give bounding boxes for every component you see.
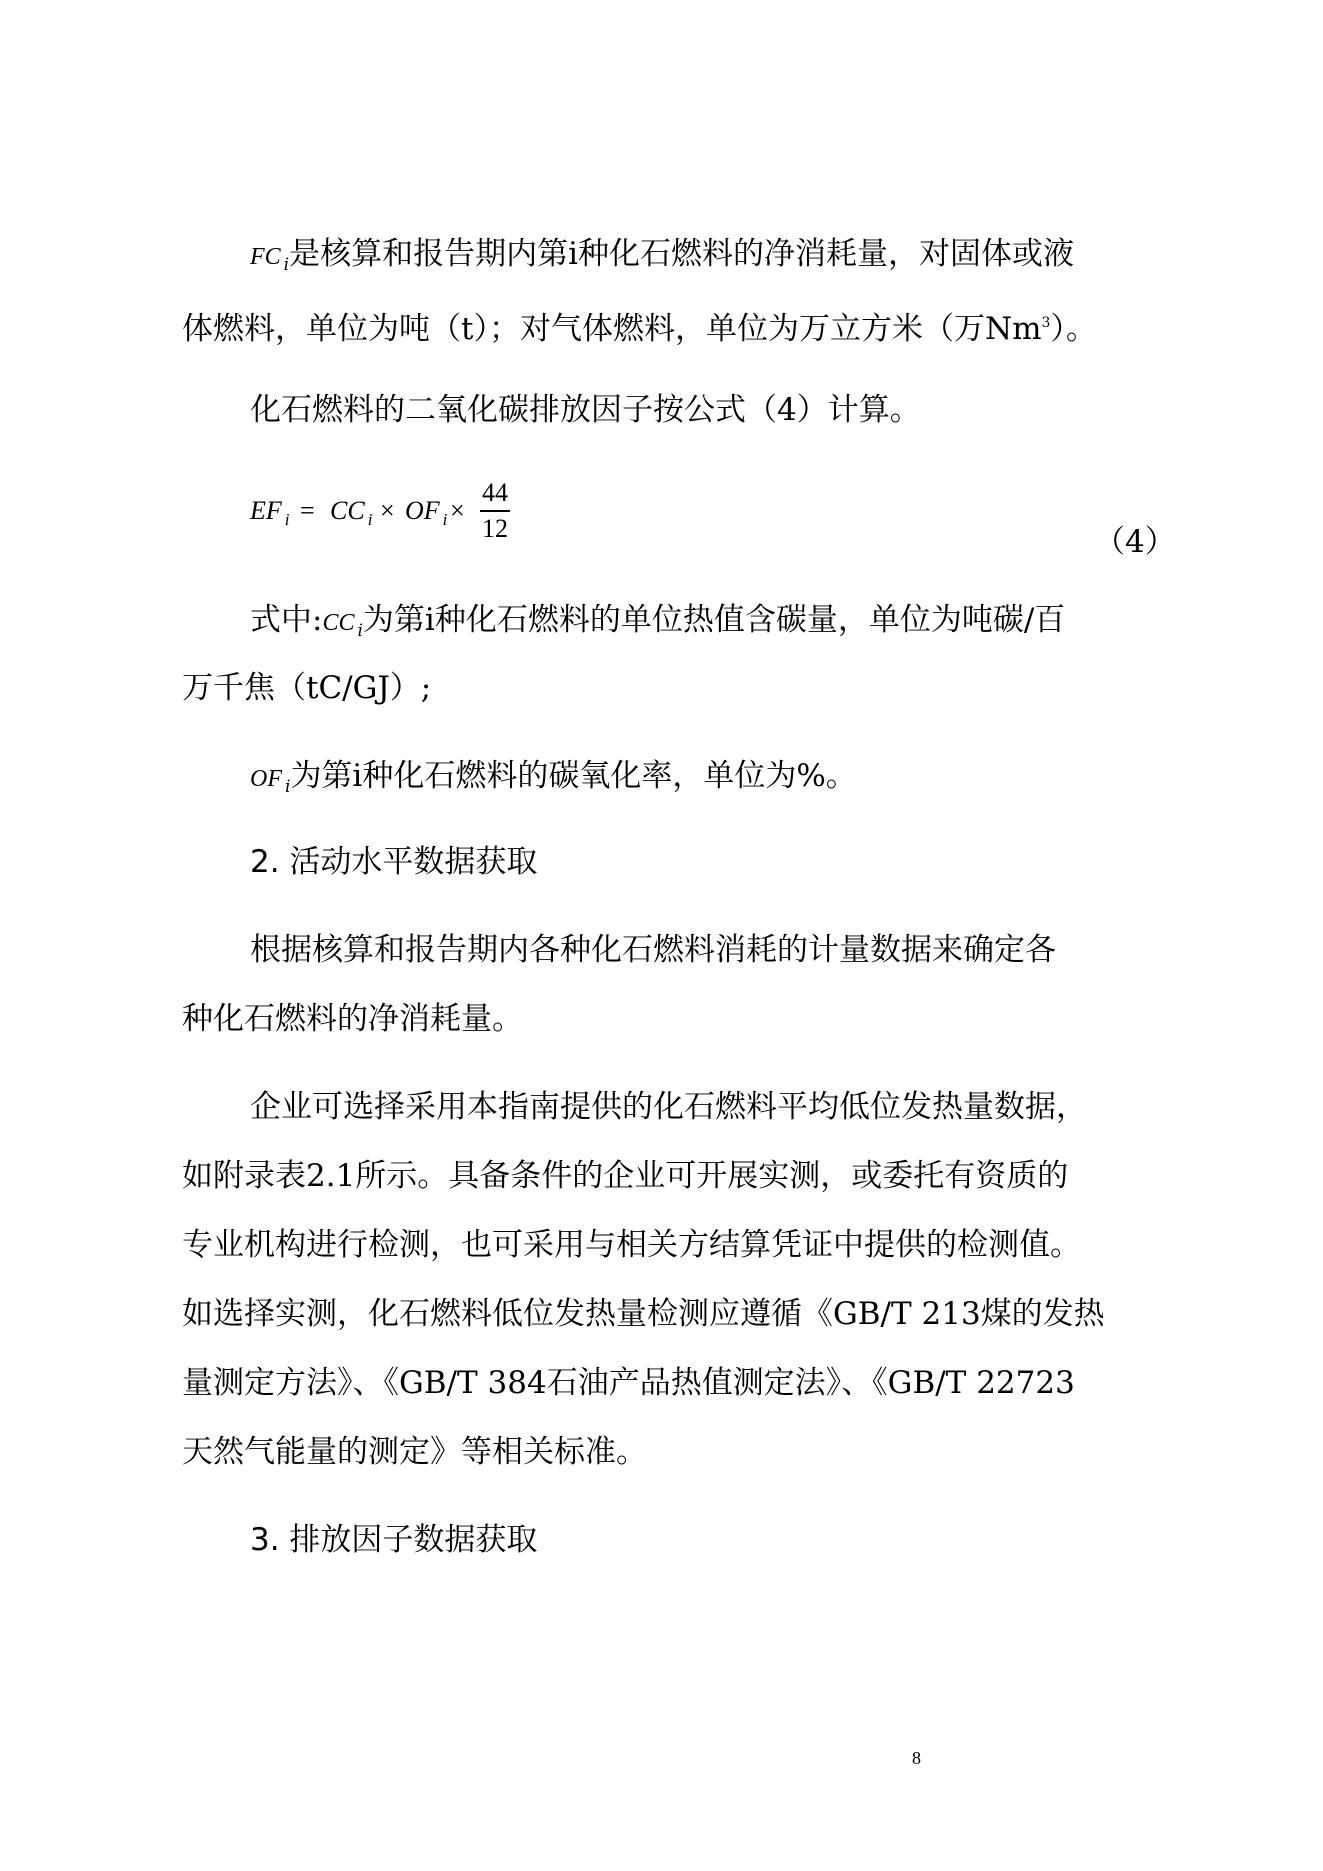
- cc-subscript: i: [367, 510, 373, 529]
- fc-variable: FC: [250, 244, 281, 270]
- cc-definition-text: 为第i种化石燃料的单位热值含碳量，单位为吨碳/百: [362, 602, 1066, 638]
- cc-definition-line1: [0, 600, 1323, 651]
- of-def-variable: OF: [250, 766, 282, 792]
- cc-def-variable: CC: [322, 610, 355, 636]
- cc-def-subscript: i: [357, 621, 363, 641]
- formula-of: [405, 496, 447, 530]
- ef-subscript: i: [284, 510, 290, 529]
- fc-definition-line1: [0, 234, 1323, 285]
- fc-subscript: i: [283, 255, 290, 275]
- page-number: 8: [912, 1748, 921, 1768]
- times-sign-2: ×: [450, 496, 465, 525]
- fraction-denominator: 12: [482, 513, 508, 543]
- enterprise-paragraph-line3: 专业机构进行检测，也可采用与相关方结算凭证中提供的检测值。: [182, 1227, 1081, 1263]
- enterprise-paragraph-line2: 如附录表2.1所示。具备条件的企业可开展实测，或委托有资质的: [182, 1158, 1069, 1194]
- fc-definition-text: 是核算和报告期内第i种化石燃料的净消耗量，对固体或液: [289, 236, 1075, 272]
- formula-cc: [330, 496, 372, 530]
- fraction-bar: [480, 510, 510, 512]
- ef-intro-paragraph: 化石燃料的二氧化碳排放因子按公式（4）计算。: [250, 392, 921, 428]
- enterprise-paragraph-line1: 企业可选择采用本指南提供的化石燃料平均低位发热量数据，: [250, 1089, 1087, 1125]
- fc-definition-text-2: 体燃料，单位为吨（t）；对气体燃料，单位为万立方米（万Nm: [182, 311, 1042, 347]
- fc-definition-line2: [0, 303, 1323, 349]
- of-definition-text: 为第i种化石燃料的碳氧化率，单位为%。: [290, 758, 857, 794]
- cc-definition-prefix: 式中:: [250, 602, 323, 638]
- activity-paragraph-line2: 种化石燃料的净消耗量。: [182, 1001, 523, 1037]
- cc-variable: CC: [330, 496, 365, 525]
- section-2-heading: 2. 活动水平数据获取: [250, 844, 538, 880]
- equals-sign: =: [300, 496, 315, 525]
- activity-paragraph-line1: 根据核算和报告期内各种化石燃料消耗的计量数据来确定各: [250, 932, 1056, 968]
- fraction: [480, 478, 510, 544]
- superscript-3: 3: [1041, 315, 1051, 331]
- equation-number: （4）: [1094, 524, 1176, 560]
- section-3-heading: 3. 排放因子数据获取: [250, 1522, 538, 1558]
- of-def-subscript: i: [285, 777, 291, 797]
- of-definition: [0, 756, 1323, 807]
- of-variable: OF: [405, 496, 440, 525]
- fraction-numerator: 44: [482, 478, 508, 507]
- enterprise-paragraph-line5: 量测定方法》、《GB/T 384石油产品热值测定法》、《GB/T 22723: [182, 1365, 1075, 1401]
- fc-definition-end: ）。: [1050, 311, 1097, 347]
- times-sign-1: ×: [380, 496, 395, 525]
- of-subscript: i: [442, 510, 448, 529]
- enterprise-paragraph-line6: 天然气能量的测定》等相关标准。: [182, 1434, 647, 1470]
- formula-lhs: [250, 496, 290, 530]
- cc-definition-line2: 万千焦（tC/GJ）;: [182, 670, 432, 706]
- ef-variable: EF: [250, 496, 282, 525]
- enterprise-paragraph-line4: 如选择实测，化石燃料低位发热量检测应遵循《GB/T 213煤的发热: [182, 1296, 1105, 1332]
